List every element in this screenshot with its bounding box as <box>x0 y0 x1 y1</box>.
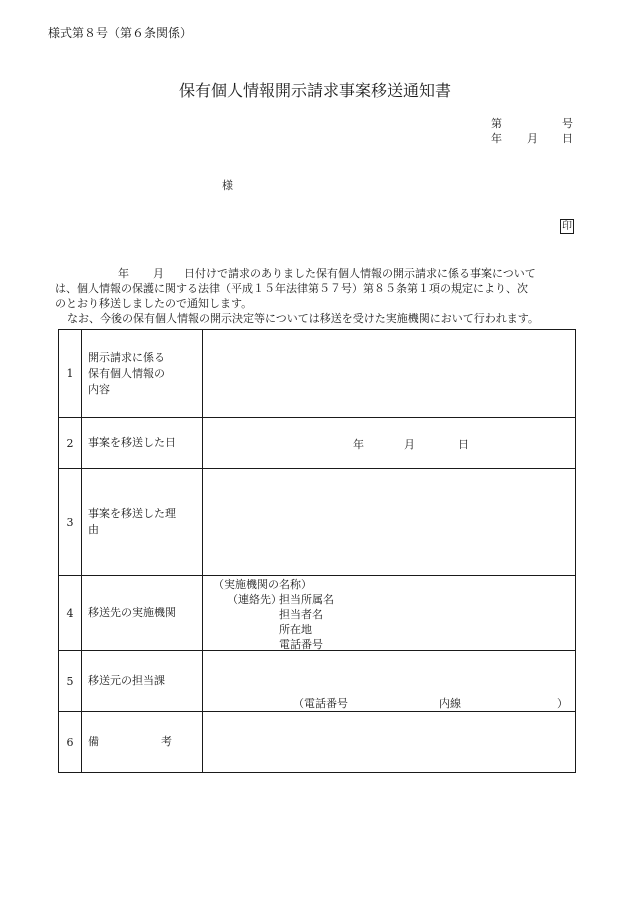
phone-close: ） <box>557 697 568 710</box>
row-label: 事案を移送した日 <box>82 418 203 469</box>
table-row-6 <box>59 712 576 773</box>
document-title: 保有個人情報開示請求事案移送通知書 <box>178 81 451 100</box>
dept-label: 担当所属名 <box>279 593 334 606</box>
transfer-month: 月 <box>404 438 415 451</box>
body-year: 年 <box>118 267 129 280</box>
extension-label: 内線 <box>439 697 461 710</box>
row-label: 移送元の担当課 <box>82 651 203 712</box>
personal-info-content-field[interactable] <box>203 330 576 418</box>
notice-table <box>58 329 576 773</box>
body-line-1 <box>58 266 578 281</box>
row-label <box>82 330 203 418</box>
row-number: 6 <box>59 712 82 773</box>
addressee-suffix: 様 <box>222 179 233 192</box>
body-month: 月 <box>153 267 164 280</box>
label-line: 事案を移送した理 <box>88 507 176 520</box>
phone-label: 電話番号 <box>279 638 323 651</box>
table-row-5 <box>59 651 576 712</box>
transfer-reason-field[interactable] <box>203 469 576 576</box>
row-label: 移送先の実施機関 <box>82 576 203 651</box>
row-number: 2 <box>59 418 82 469</box>
table-row-1 <box>59 330 576 418</box>
date-month: 月 <box>527 132 538 145</box>
address-label: 所在地 <box>279 623 312 636</box>
body-line-3: のとおり移送しましたので通知します。 <box>55 297 253 310</box>
table-row-3 <box>59 469 576 576</box>
destination-agency-field[interactable] <box>203 576 576 651</box>
contact-label: （連絡先） <box>227 593 282 606</box>
doc-number-suffix: 号 <box>562 117 573 130</box>
body-text <box>55 266 578 326</box>
table-row-4 <box>59 576 576 651</box>
date-year: 年 <box>491 132 502 145</box>
seal-mark: 印 <box>562 221 572 232</box>
label-line: 開示請求に係る <box>88 350 165 364</box>
row-number: 3 <box>59 469 82 576</box>
body-rest: 日付けで請求のありました保有個人情報の開示請求に係る事案について <box>184 267 536 280</box>
remarks-label-left: 備 <box>88 735 99 748</box>
remarks-label-right: 考 <box>161 735 172 748</box>
transfer-date-field[interactable] <box>203 418 576 469</box>
agency-name-label: （実施機関の名称） <box>213 578 312 591</box>
form-number: 様式第８号（第６条関係） <box>48 26 193 40</box>
source-department-field[interactable] <box>203 651 576 712</box>
label-line: 保有個人情報の <box>88 366 165 380</box>
body-line-2: は、個人情報の保護に関する法律（平成１５年法律第５７号）第８５条第１項の規定により、次 <box>55 282 528 295</box>
label-line: 内容 <box>88 382 110 396</box>
date-day: 日 <box>562 132 573 145</box>
row-label <box>82 469 203 576</box>
row-label <box>82 712 203 773</box>
transfer-year: 年 <box>353 438 364 451</box>
table-row-2 <box>59 418 576 469</box>
remarks-field[interactable] <box>203 712 576 773</box>
row-number: 1 <box>59 330 82 418</box>
label-line: 由 <box>88 523 99 536</box>
doc-number-prefix: 第 <box>491 117 502 130</box>
person-label: 担当者名 <box>279 608 323 621</box>
phone-open: （電話番号 <box>293 697 348 710</box>
body-line-4: なお、今後の保有個人情報の開示決定等については移送を受けた実施機関において行われます。 <box>67 312 539 325</box>
transfer-day: 日 <box>458 438 469 451</box>
row-number: 4 <box>59 576 82 651</box>
row-number: 5 <box>59 651 82 712</box>
